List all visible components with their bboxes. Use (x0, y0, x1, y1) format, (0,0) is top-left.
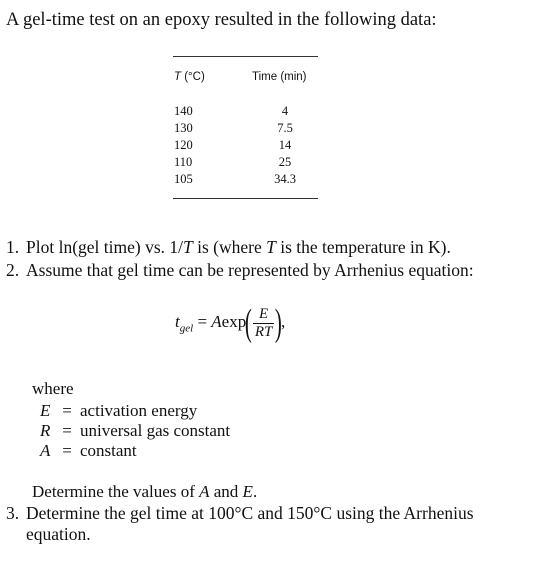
table-header-time: Time (min) (252, 71, 307, 83)
definition-equals: = (62, 441, 72, 460)
right-paren: ) (275, 302, 283, 344)
question-text: is the temperature in K). (275, 237, 451, 257)
definition-text: universal gas constant (80, 421, 231, 440)
temperature-symbol: T (174, 71, 182, 83)
definition-text: activation energy (80, 401, 198, 420)
definition-symbol: E (40, 401, 51, 420)
arrhenius-equation (175, 304, 285, 342)
temperature-cell: 130 (174, 121, 193, 135)
table-bottom-rule (173, 198, 318, 199)
definition-equals: = (62, 421, 72, 440)
definition-row (40, 441, 230, 461)
time-cell: 4 (281, 104, 289, 118)
temperature-cell: 140 (174, 104, 193, 118)
eq-a: A (211, 311, 222, 331)
eq-numerator: E (253, 306, 275, 324)
eq-equals: = (193, 311, 212, 331)
definition-symbol: R (40, 421, 51, 440)
math-symbol: T (266, 237, 276, 257)
definition-symbol: A (40, 441, 51, 460)
eq-exp: exp (221, 311, 247, 331)
where-label: where (32, 379, 74, 398)
question-2 (6, 260, 474, 281)
left-paren: ( (245, 302, 253, 344)
table-top-rule (173, 56, 318, 57)
math-symbol: A (199, 482, 210, 501)
time-cell: 34.3 (274, 172, 296, 186)
question-number: 3. (6, 503, 20, 523)
time-cell: 25 (278, 155, 292, 169)
eq-t: t (175, 311, 180, 331)
question-number: 2. (6, 260, 20, 280)
definition-equals: = (62, 401, 72, 420)
intro-text: A gel-time test on an epoxy resulted in the following data: (6, 10, 437, 30)
time-column (265, 103, 305, 188)
table-header-temperature (174, 71, 205, 83)
temperature-cell: 110 (174, 155, 193, 169)
eq-comma: , (281, 311, 286, 331)
time-cell: 7.5 (277, 121, 293, 135)
determine-and: and (209, 482, 243, 501)
definitions-list (40, 401, 230, 461)
determine-text (32, 482, 257, 502)
eq-denominator: RT (254, 323, 273, 340)
question-3-line-2 (26, 524, 91, 545)
math-symbol: E (242, 482, 253, 501)
question-3 (6, 503, 474, 524)
question-text: is (where (192, 237, 267, 257)
determine-prefix: Determine the values of (32, 482, 200, 501)
temperature-unit: (°C) (181, 71, 205, 83)
question-text: Plot ln(gel time) vs. 1/ (26, 237, 184, 257)
math-symbol: T (183, 237, 193, 257)
determine-suffix: . (252, 482, 258, 501)
eq-subscript: gel (179, 322, 194, 335)
temperature-cell: 120 (174, 138, 193, 152)
question-text: equation. (26, 524, 91, 544)
temperature-cell: 105 (174, 172, 193, 186)
question-text: Determine the gel time at 100°C and 150°C using the Arrhenius (26, 503, 474, 523)
eq-fraction (253, 306, 275, 341)
temperature-column (174, 103, 193, 188)
definition-text: constant (80, 441, 137, 460)
question-text: Assume that gel time can be represented by Arrhenius equation: (26, 260, 474, 280)
question-1 (6, 237, 451, 258)
time-cell: 14 (278, 138, 292, 152)
question-number: 1. (6, 237, 20, 257)
definition-row (40, 401, 230, 421)
definition-row (40, 421, 230, 441)
